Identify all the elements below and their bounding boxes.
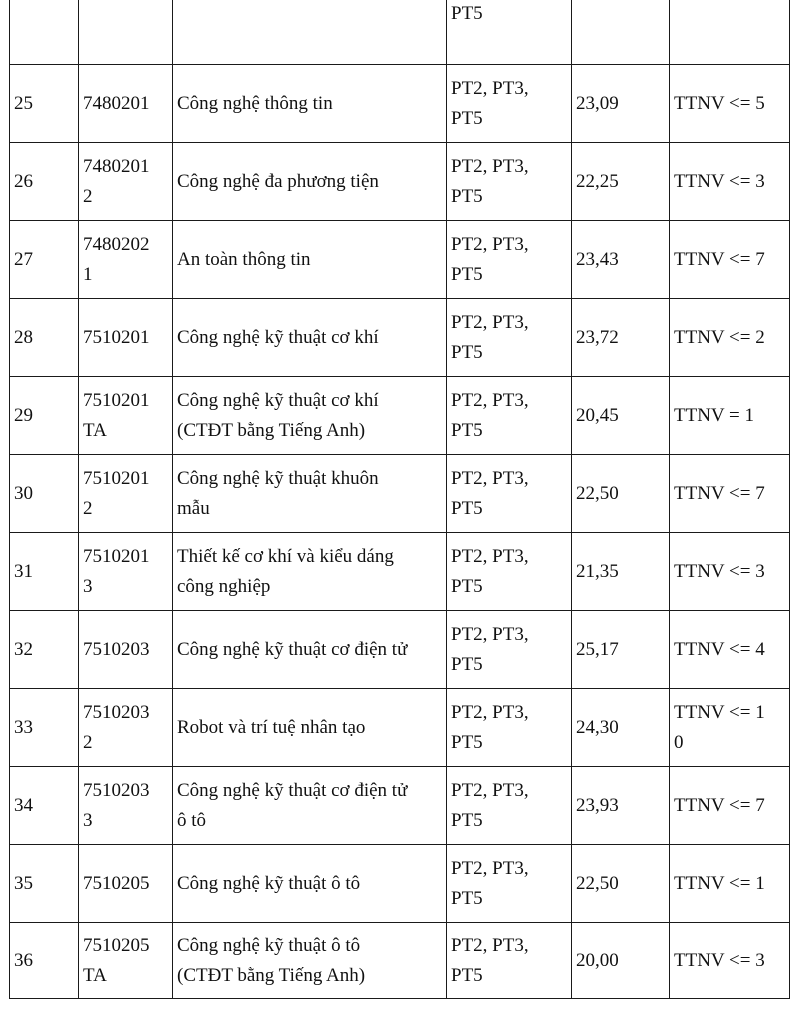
ttnv-cell: TTNV <= 7 bbox=[670, 767, 790, 845]
score-cell: 25,17 bbox=[572, 611, 670, 689]
code-cell: 7480201 bbox=[79, 65, 173, 143]
method-cell: PT2, PT3, PT5 bbox=[447, 65, 572, 143]
code-cell: 7480202 1 bbox=[79, 221, 173, 299]
name-cell: Công nghệ kỹ thuật ô tô bbox=[173, 845, 447, 923]
table-row bbox=[10, 689, 790, 767]
ttnv-cell: TTNV <= 5 bbox=[670, 65, 790, 143]
name-cell: Công nghệ kỹ thuật cơ khí bbox=[173, 299, 447, 377]
ttnv-cell: TTNV <= 4 bbox=[670, 611, 790, 689]
table-row bbox=[10, 299, 790, 377]
stt-cell: 33 bbox=[10, 689, 79, 767]
table-row bbox=[10, 143, 790, 221]
score-cell: 23,93 bbox=[572, 767, 670, 845]
score-cell bbox=[572, 0, 670, 65]
table-row bbox=[10, 845, 790, 923]
method-cell: PT2, PT3, PT5 bbox=[447, 611, 572, 689]
ttnv-cell bbox=[670, 0, 790, 65]
table-row bbox=[10, 221, 790, 299]
stt-cell: 31 bbox=[10, 533, 79, 611]
method-cell: PT5 bbox=[447, 0, 572, 65]
code-cell: 7510201 2 bbox=[79, 455, 173, 533]
name-cell: Công nghệ kỹ thuật cơ khí (CTĐT bằng Tiếng Anh) bbox=[173, 377, 447, 455]
method-cell: PT2, PT3, PT5 bbox=[447, 845, 572, 923]
code-cell: 7480201 2 bbox=[79, 143, 173, 221]
score-cell: 23,09 bbox=[572, 65, 670, 143]
ttnv-cell: TTNV <= 3 bbox=[670, 923, 790, 999]
code-cell: 7510203 2 bbox=[79, 689, 173, 767]
stt-cell: 29 bbox=[10, 377, 79, 455]
table-row-partial bbox=[10, 0, 790, 65]
name-cell: Công nghệ kỹ thuật cơ điện tử ô tô bbox=[173, 767, 447, 845]
name-cell: Công nghệ kỹ thuật cơ điện tử bbox=[173, 611, 447, 689]
table-row bbox=[10, 455, 790, 533]
name-cell: Công nghệ kỹ thuật khuôn mẫu bbox=[173, 455, 447, 533]
score-cell: 21,35 bbox=[572, 533, 670, 611]
score-cell: 22,25 bbox=[572, 143, 670, 221]
score-cell: 22,50 bbox=[572, 455, 670, 533]
ttnv-cell: TTNV = 1 bbox=[670, 377, 790, 455]
ttnv-cell: TTNV <= 2 bbox=[670, 299, 790, 377]
stt-cell: 25 bbox=[10, 65, 79, 143]
name-cell: An toàn thông tin bbox=[173, 221, 447, 299]
name-cell: Thiết kế cơ khí và kiểu dáng công nghiệp bbox=[173, 533, 447, 611]
stt-cell: 35 bbox=[10, 845, 79, 923]
code-cell: 7510203 3 bbox=[79, 767, 173, 845]
ttnv-cell: TTNV <= 1 bbox=[670, 845, 790, 923]
method-cell: PT2, PT3, PT5 bbox=[447, 377, 572, 455]
name-cell: Robot và trí tuệ nhân tạo bbox=[173, 689, 447, 767]
name-cell: Công nghệ thông tin bbox=[173, 65, 447, 143]
method-cell: PT2, PT3, PT5 bbox=[447, 533, 572, 611]
score-cell: 20,45 bbox=[572, 377, 670, 455]
name-cell bbox=[173, 0, 447, 65]
ttnv-cell: TTNV <= 3 bbox=[670, 533, 790, 611]
name-cell: Công nghệ đa phương tiện bbox=[173, 143, 447, 221]
score-cell: 24,30 bbox=[572, 689, 670, 767]
code-cell: 7510205 TA bbox=[79, 923, 173, 999]
ttnv-cell: TTNV <= 7 bbox=[670, 221, 790, 299]
score-cell: 23,72 bbox=[572, 299, 670, 377]
score-cell: 22,50 bbox=[572, 845, 670, 923]
admission-score-table bbox=[9, 0, 790, 999]
table-row bbox=[10, 767, 790, 845]
method-cell: PT2, PT3, PT5 bbox=[447, 767, 572, 845]
table-row bbox=[10, 377, 790, 455]
stt-cell: 30 bbox=[10, 455, 79, 533]
stt-cell: 32 bbox=[10, 611, 79, 689]
ttnv-cell: TTNV <= 3 bbox=[670, 143, 790, 221]
code-cell: 7510201 TA bbox=[79, 377, 173, 455]
score-cell: 23,43 bbox=[572, 221, 670, 299]
method-cell: PT2, PT3, PT5 bbox=[447, 689, 572, 767]
code-cell: 7510203 bbox=[79, 611, 173, 689]
ttnv-cell: TTNV <= 1 0 bbox=[670, 689, 790, 767]
table-row bbox=[10, 65, 790, 143]
stt-cell bbox=[10, 0, 79, 65]
method-cell: PT2, PT3, PT5 bbox=[447, 455, 572, 533]
method-cell: PT2, PT3, PT5 bbox=[447, 923, 572, 999]
code-cell bbox=[79, 0, 173, 65]
code-cell: 7510205 bbox=[79, 845, 173, 923]
score-cell: 20,00 bbox=[572, 923, 670, 999]
stt-cell: 28 bbox=[10, 299, 79, 377]
table-row bbox=[10, 611, 790, 689]
stt-cell: 34 bbox=[10, 767, 79, 845]
method-cell: PT2, PT3, PT5 bbox=[447, 299, 572, 377]
code-cell: 7510201 bbox=[79, 299, 173, 377]
stt-cell: 27 bbox=[10, 221, 79, 299]
name-cell: Công nghệ kỹ thuật ô tô (CTĐT bằng Tiếng Anh) bbox=[173, 923, 447, 999]
stt-cell: 36 bbox=[10, 923, 79, 999]
table-row bbox=[10, 923, 790, 999]
method-cell: PT2, PT3, PT5 bbox=[447, 221, 572, 299]
ttnv-cell: TTNV <= 7 bbox=[670, 455, 790, 533]
method-cell: PT2, PT3, PT5 bbox=[447, 143, 572, 221]
stt-cell: 26 bbox=[10, 143, 79, 221]
code-cell: 7510201 3 bbox=[79, 533, 173, 611]
table-row bbox=[10, 533, 790, 611]
table-body bbox=[10, 0, 790, 999]
